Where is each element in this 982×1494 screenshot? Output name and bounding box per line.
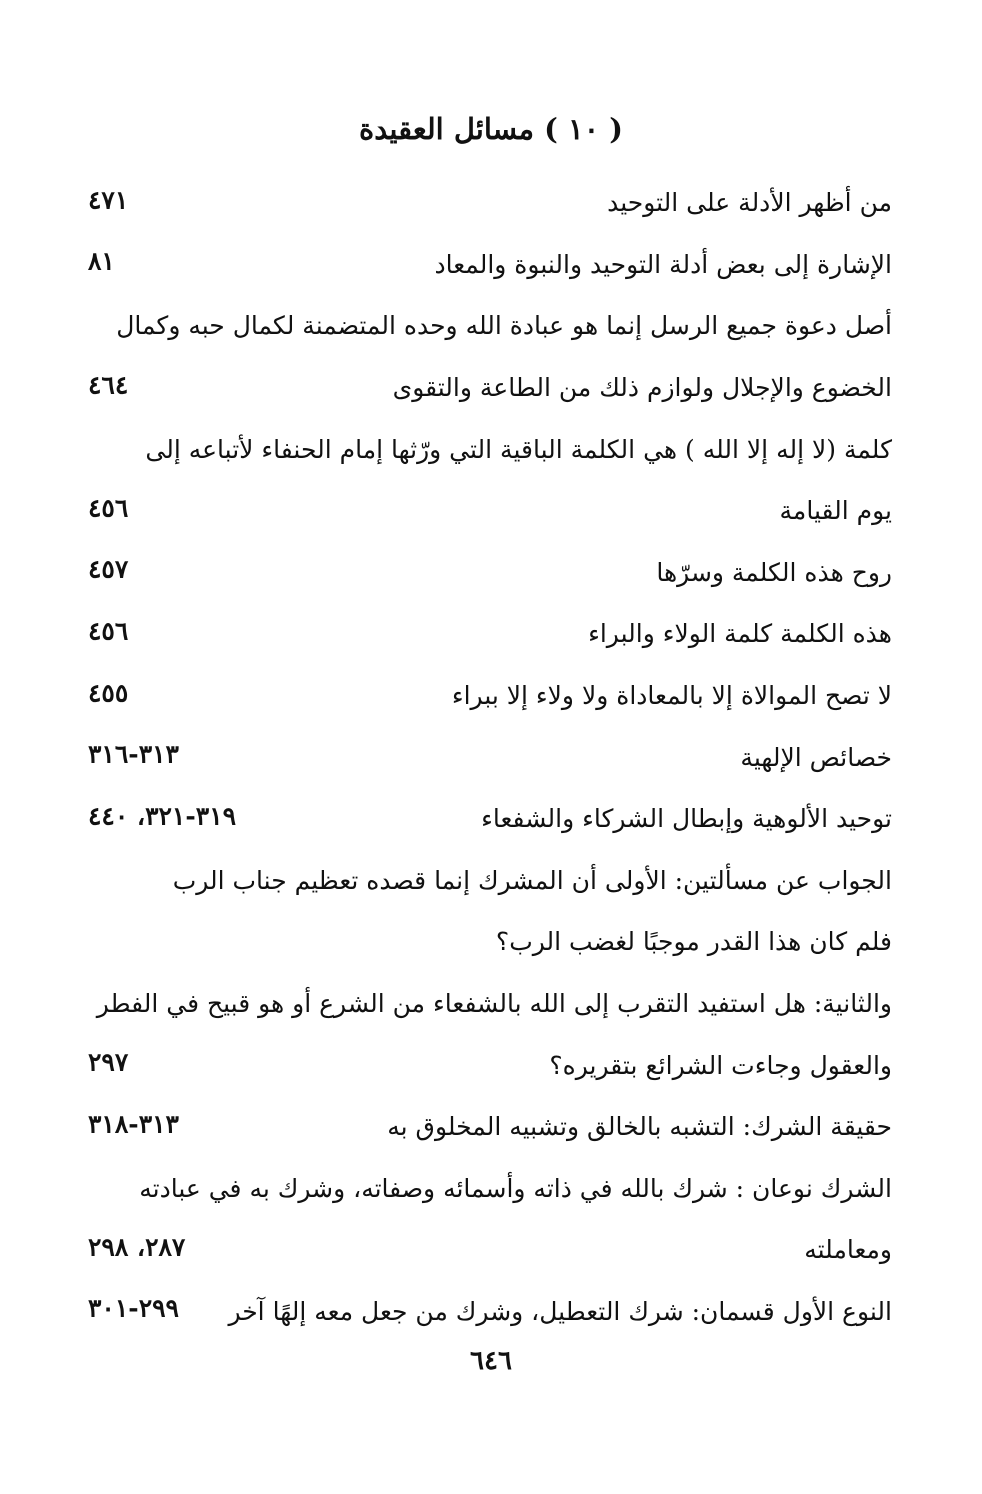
index-entry: [88, 357, 892, 419]
entry-text: الإشارة إلى بعض أدلة التوحيد والنبوة والمعاد: [434, 249, 892, 279]
entry-page-ref: ٨١: [88, 246, 115, 276]
index-entry: [88, 1281, 892, 1343]
index-entry: [88, 1158, 892, 1220]
entry-page-ref: ٤٥٧: [88, 554, 129, 584]
entry-page-ref: ٤٥٦: [88, 493, 129, 523]
entry-text: حقيقة الشرك: التشبه بالخالق وتشبيه المخلوق به: [387, 1112, 892, 1142]
entry-page-ref: ٤٧١: [88, 185, 129, 215]
index-entry: [88, 1034, 892, 1096]
entry-text: لا تصح الموالاة إلا بالمعاداة ولا ولاء إلا ببراء: [451, 681, 892, 711]
entry-text: روح هذه الكلمة وسرّها: [656, 557, 892, 587]
entry-text: كلمة (لا إله إلا الله ) هي الكلمة الباقية التي ورّثها إمام الحنفاء لأتباعه إلى: [145, 434, 892, 464]
entry-text: هذه الكلمة كلمة الولاء والبراء: [588, 619, 892, 649]
entry-page-ref: ٤٥٦: [88, 616, 129, 646]
index-entry: [88, 295, 892, 357]
entry-text: والعقول وجاءت الشرائع بتقريره؟: [549, 1050, 892, 1080]
entry-page-ref: ٢٩٧: [88, 1047, 129, 1077]
entry-page-ref: ٣١٣-٣١٨: [88, 1109, 179, 1139]
entry-text: والثانية: هل استفيد التقرب إلى الله بالشفعاء من الشرع أو هو قبيح في الفطر: [96, 989, 892, 1019]
index-entry: [88, 234, 892, 296]
index-entry: [88, 542, 892, 604]
section-heading: ( ١٠ ) مسائل العقيدة: [359, 112, 623, 146]
entry-text: الجواب عن مسألتين: الأولى أن المشرك إنما قصده تعظيم جناب الرب: [172, 865, 892, 895]
index-entry: [88, 603, 892, 665]
entry-text: يوم القيامة: [779, 496, 892, 526]
entry-page-ref: ٣١٣-٣١٦: [88, 739, 179, 769]
page-number: ٦٤٦: [470, 1346, 512, 1376]
index-entry: [88, 480, 892, 542]
entry-page-ref: ٢٩٩-٣٠١: [88, 1294, 179, 1324]
index-entry: [88, 726, 892, 788]
entry-text: ومعاملته: [804, 1235, 892, 1265]
entry-page-ref: ٤٥٥: [88, 678, 129, 708]
index-entry: [88, 788, 892, 850]
index-entry: [88, 1096, 892, 1158]
entry-text: توحيد الألوهية وإبطال الشركاء والشفعاء: [481, 804, 892, 834]
entry-text: الخضوع والإجلال ولوازم ذلك من الطاعة والتقوى: [392, 373, 892, 403]
entry-page-ref: ٣١٩-٣٢١، ٤٤٠: [88, 801, 237, 831]
index-entry: [88, 911, 892, 973]
index-entry: [88, 973, 892, 1035]
index-entry: [88, 1219, 892, 1281]
entry-text: فلم كان هذا القدر موجبًا لغضب الرب؟: [495, 927, 892, 957]
index-entry: [88, 418, 892, 480]
index-entries: [88, 172, 892, 1342]
entry-page-ref: ٢٨٧، ٢٩٨: [88, 1232, 186, 1262]
entry-text: الشرك نوعان : شرك بالله في ذاته وأسمائه وصفاته، وشرك به في عبادته: [139, 1173, 892, 1203]
entry-text: النوع الأول قسمان: شرك التعطيل، وشرك من جعل معه إلهًا آخر: [228, 1296, 892, 1326]
entry-text: من أظهر الأدلة على التوحيد: [607, 188, 892, 218]
index-entry: [88, 850, 892, 912]
index-entry: [88, 172, 892, 234]
entry-page-ref: ٤٦٤: [88, 370, 129, 400]
entry-text: خصائص الإلهية: [740, 742, 892, 772]
index-entry: [88, 665, 892, 727]
entry-text: أصل دعوة جميع الرسل إنما هو عبادة الله وحده المتضمنة لكمال حبه وكمال: [116, 311, 892, 341]
